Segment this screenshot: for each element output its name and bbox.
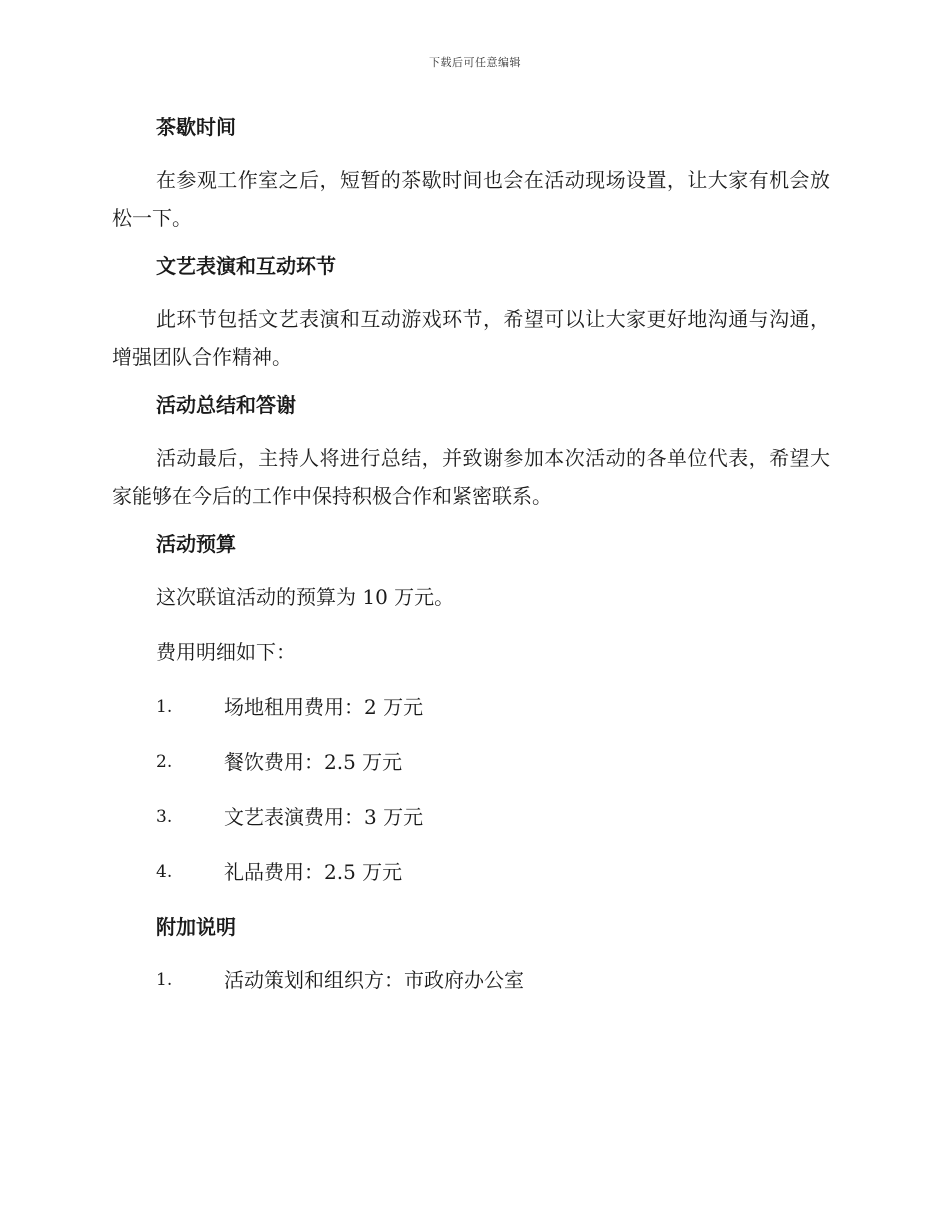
section-paragraph-summary: 活动最后，主持人将进行总结，并致谢参加本次活动的各单位代表，希望大家能够在今后的工作中保持积极合作和紧密联系。	[112, 446, 830, 508]
list-item-number: 2.	[156, 752, 173, 772]
list-item	[112, 743, 830, 781]
list-item-text: 场地租用费用：2 万元	[224, 695, 424, 719]
section-heading-budget: 活动预算	[156, 532, 236, 556]
list-item-number: 3.	[156, 807, 173, 827]
list-item-text: 礼品费用：2.5 万元	[224, 860, 403, 884]
section-heading-notes: 附加说明	[156, 915, 236, 939]
list-item-text: 文艺表演费用：3 万元	[224, 805, 424, 829]
section-paragraph-tea-break: 在参观工作室之后，短暂的茶歇时间也会在活动现场设置，让大家有机会放松一下。	[112, 168, 830, 230]
list-item	[112, 961, 830, 999]
list-item-text: 活动策划和组织方：市政府办公室	[224, 968, 524, 992]
document-body	[112, 108, 830, 1016]
list-item	[112, 688, 830, 726]
list-item-text: 餐饮费用：2.5 万元	[224, 750, 403, 774]
list-item-number: 1.	[156, 697, 173, 717]
budget-detail-intro: 费用明细如下：	[156, 640, 296, 664]
list-item	[112, 798, 830, 836]
page-header: 下载后可任意编辑	[429, 56, 521, 69]
budget-total-line: 这次联谊活动的预算为 10 万元。	[156, 585, 455, 609]
section-heading-summary: 活动总结和答谢	[156, 393, 296, 417]
section-heading-tea-break: 茶歇时间	[156, 115, 236, 139]
section-paragraph-performance: 此环节包括文艺表演和互动游戏环节，希望可以让大家更好地沟通与沟通，增强团队合作精神。	[112, 307, 830, 369]
list-item-number: 4.	[156, 862, 173, 882]
list-item	[112, 853, 830, 891]
list-item-number: 1.	[156, 970, 173, 990]
section-heading-performance: 文艺表演和互动环节	[156, 254, 336, 278]
